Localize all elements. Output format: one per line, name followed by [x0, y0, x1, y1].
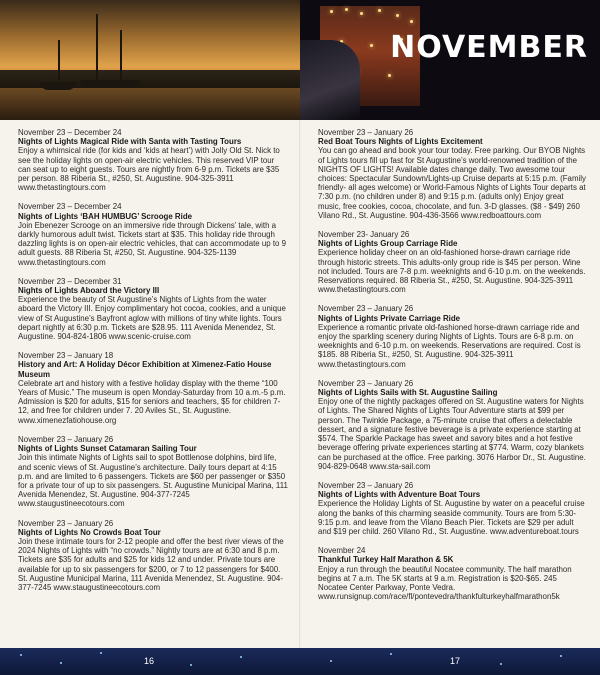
event-description: Join these intimate tours for 2-12 people and offer the best river views of the 2024 Nights of Lights with “no crowds.” Nightly tours are at 6:30 and 8 p.m. Tickets are $35 for adults and $25 for kids 12 and under. Private tours are available for up to six passengers for $200, or 7 to 12 passengers for $400. St. Augustine Municipal Marina, 111 Avenida Menendez, St. Augustine. 904-377-7245 www.staugustineecotours.com	[18, 536, 284, 592]
holiday-light	[410, 20, 413, 23]
holiday-light	[330, 10, 333, 13]
events-column-left	[18, 128, 288, 602]
event-date: November 24	[318, 546, 366, 556]
sparkle-light	[500, 663, 502, 665]
event-date: November 23- January 26	[318, 230, 410, 240]
event-title: Nights of Lights Sunset Catamaran Sailing Tour	[18, 444, 197, 454]
event-description: Experience the beauty of St Augustine’s Nights of Lights from the water aboard the Victory III. Enjoy complimentary hot cocoa, cookies, and a unique view of St Augustine’s Bayfront aglow with millions of tiny white lights. Tours depart nightly at 6:30 p.m. Tickets are $28.95. 111 Avenida Menendez, St. Augustine. 904-824-1806 www.scenic-cruise.com	[18, 295, 286, 342]
event-entry	[318, 230, 588, 294]
event-date: November 23 – January 26	[318, 128, 414, 137]
sparkle-light	[190, 664, 192, 666]
header-banner	[0, 0, 600, 120]
holiday-light	[388, 74, 391, 77]
event-date: November 23 – December 24	[18, 202, 122, 212]
page-number-right: 17	[450, 656, 461, 666]
event-entry	[318, 481, 588, 536]
sparkle-light	[60, 662, 62, 664]
event-date: November 23 – January 26	[318, 378, 414, 388]
page-gutter	[299, 120, 301, 648]
event-entry	[18, 277, 288, 341]
event-description: Experience the Holiday Lights of St. Augustine by water on a peaceful cruise along the banks of this charming seaside community. Tours are from 5:30-9:15 p.m. and leave from the Vilano Beach Pier. Tickets are $29 per adult and $19 per child. 260 Vilano Rd., St. Augustine. www.adventureboat.tours	[318, 499, 585, 536]
sparkle-light	[20, 654, 22, 656]
event-date: November 23 – January 26	[318, 480, 414, 490]
event-date: November 23 – December 24	[18, 128, 122, 137]
event-title: Nights of Lights Sails with St. Augustine Sailing	[318, 388, 498, 398]
event-entry	[318, 304, 588, 368]
sailboat-mast	[120, 30, 122, 80]
sailboat-mast	[96, 14, 98, 80]
holiday-light	[360, 12, 363, 15]
sparkle-light	[330, 660, 332, 662]
event-date: November 23 – January 26	[18, 518, 114, 528]
sparkle-light	[560, 655, 562, 657]
sparkle-light	[240, 656, 242, 658]
holiday-light	[378, 9, 381, 12]
event-description: Enjoy a whimsical ride (for kids and ‘kids at heart’) with Jolly Old St. Nick to see the holiday lights on open-air electric vehicles. This reserved VIP tour can seat up to eight guests. Tours are nightly from 6-9 p.m. Tickets are $35 per person. 88 Riberia St., #250, St. Augustine. 904-325-3911 www.thetastingtours.com	[18, 146, 280, 193]
event-title: Nights of Lights No Crowds Boat Tour	[18, 527, 161, 537]
event-date: November 23 – January 26	[318, 304, 414, 314]
event-title: Nights of Lights with Adventure Boat Tours	[318, 490, 481, 500]
event-description: You can go ahead and book your tour today. Free parking. Our BYOB Nights of Lights tours fill up fast for St Augustine’s world-renowned tradition of the NIGHTS OF LIGHTS! Available dates change daily. Two awesome tour choices: Spectacular Sundown/Lights-up Cruise departs at 5:15 p.m. (Family friendly- all ages welcome) or World-Famous Nights of Lights Tour departs at 7:30 p.m. (no children under 8) and 9:15 p.m. (adults only) Enjoy great music, free cookies, cocoa, chocolate, and fun. 3-D glasses. ($8 - $49) 260 Vilano Rd., St. Augustine. 904-436-3566 www.redboattours.com	[318, 146, 586, 220]
event-description: Join this intimate Nights of Lights sail to spot Bottlenose dolphins, bird life, and scenic views of St. Augustine’s architecture. Daily tours depart at 4:15 p.m. and are limited to 6 passengers. Tickets are $60 per passenger or $350 for a private tour of up to six passengers. St. Augustine Municipal Marina, 111 Avenida Menendez, St. Augustine. 904-377-7245 www.staugustineecotours.com	[18, 453, 288, 509]
event-description: Experience a romantic private old-fashioned horse-drawn carriage ride and enjoy the sparkling scenery during Nights of Lights. Tours are 6-8 p.m. on weeknights and 6-10 p.m. on weekends. Reservations are required. Cost is $185. 88 Riberia St., #250, St. Augustine. 904-325-3911 www.thetastingtours.com	[318, 322, 581, 369]
carriage-silhouette	[300, 40, 360, 120]
footer-band	[0, 648, 600, 675]
event-description: Enjoy a run through the beautiful Nocatee community. The half marathon begins at 7 a.m. The 5K starts at 9 a.m. Registration is $20-$65. 245 Nocatee Center Parkway, Ponte Vedra. www.runsignup.com/race/fl/pontevedra/thankfulturkeyhalfmarathon5k	[318, 564, 572, 602]
harbor-water	[0, 88, 300, 120]
event-entry	[18, 202, 288, 266]
event-title: Red Boat Tours Nights of Lights Excitement	[318, 137, 483, 147]
event-description: Celebrate art and history with a festive holiday display with the theme “100 Years of Music.” The museum is open Monday-Saturday from 10 a.m.-5 p.m. Admission is $20 for adults, $15 for seniors and teachers, $5 for children 7-12, and free for children under 7. 20 Aviles St., St. Augustine. www.ximenezfatiohouse.org	[18, 378, 286, 425]
event-entry	[18, 519, 288, 593]
sailboat-mast	[58, 40, 60, 80]
event-entry	[18, 351, 288, 425]
lights-carriage-photo	[300, 0, 600, 120]
event-date: November 23 – January 26	[18, 434, 114, 444]
event-title: Nights of Lights Aboard the Victory III	[18, 286, 160, 296]
event-title: Nights of Lights Magical Ride with Santa with Tasting Tours	[18, 137, 242, 147]
month-heading: NOVEMBER	[390, 30, 588, 65]
sparkle-light	[100, 652, 102, 654]
holiday-light	[396, 14, 399, 17]
event-entry	[318, 128, 588, 220]
event-entry	[18, 435, 288, 509]
event-description: Enjoy one of the nightly packages offered on St. Augustine waters for Nights of Lights. The Shared Nights of Lights Tour Adventure starts at $99 per person. The Twinkle Package, a 75-minute cruise that offers a delectable dessert, and a signature festive beverage is a private experience starting at $574. The Sparkle Package has sweet and savory bites and a hot festive beverage offering private experiences starting at $774. Warm, cozy blankets can be purchased at the office. Free parking. 3076 Harbor Dr., St. Augustine. 904-829-0648 www.sta-sail.com	[318, 397, 586, 471]
event-entry	[318, 546, 588, 601]
event-entry	[18, 128, 288, 192]
page-number-left: 16	[144, 656, 155, 666]
sailboat-hull	[40, 82, 76, 90]
holiday-light	[345, 8, 348, 11]
event-date: November 23 – January 18	[18, 351, 114, 361]
sailboat-hull	[80, 80, 140, 88]
sparkle-light	[390, 653, 392, 655]
event-entry	[318, 379, 588, 471]
holiday-light	[370, 44, 373, 47]
event-title: Nights of Lights Group Carriage Ride	[318, 239, 458, 249]
event-description: Experience holiday cheer on an old-fashioned horse-drawn carriage ride through historic streets. This adults-only group ride is $45 per person. Wine not included. Tours are 7-8 p.m. weeknights and 6-10 p.m. on the weekends. Reservations required. 88 Riberia St., #250, St. Augustine. 904-325-3911 www.thetastingtours.com	[318, 248, 586, 295]
event-title: History and Art: A Holiday Décor Exhibition at Ximenez-Fatio House Museum	[18, 360, 272, 379]
event-title: Nights of Lights ‘BAH HUMBUG’ Scrooge Ride	[18, 211, 193, 221]
event-date: November 23 – December 31	[18, 276, 122, 286]
event-title: Nights of Lights Private Carriage Ride	[318, 313, 461, 323]
events-column-right	[318, 128, 588, 611]
event-description: Join Ebenezer Scrooge on an immersive ride through Dickens’ tale, with a darkly humorous adult twist. Tickets start at $35. This holiday ride through dazzling lights is on open-air electric vehicles, that can accommodate up to 9 adult guests. 88 Riberia St, #250, St. Augustine. 904-325-1139 www.thetastingtours.com	[18, 220, 286, 267]
harbor-sunset-photo	[0, 0, 300, 120]
event-title: Thankful Turkey Half Marathon & 5K	[318, 555, 454, 565]
